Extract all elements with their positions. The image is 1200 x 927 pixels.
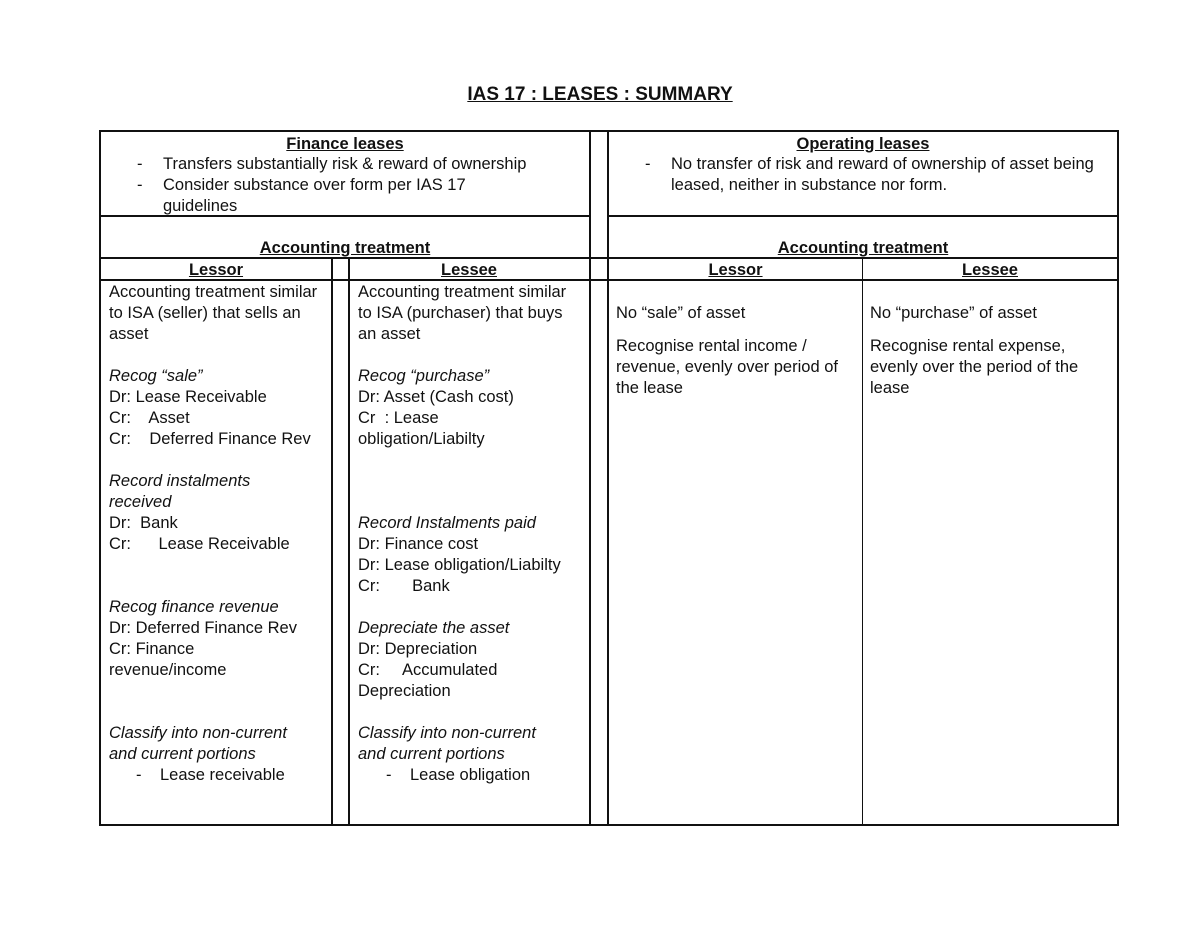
finance-lessor-heading: Lessor	[188, 261, 244, 279]
recog-sale-line-3: Cr: Deferred Finance Rev	[109, 430, 311, 448]
finance-col-sep-a	[331, 258, 333, 825]
lessor-classify-title: Classify into non-current and current portions	[109, 724, 287, 763]
finance-col-sep-b	[348, 258, 350, 825]
finance-leases-heading: Finance leases	[286, 135, 404, 153]
operating-lessor-heading: Lessor	[708, 261, 763, 279]
recog-sale-line-2: Cr: Asset	[109, 409, 190, 427]
operating-col-sep	[862, 258, 863, 825]
operating-accounting-heading: Accounting treatment	[777, 239, 949, 257]
record-instalments-paid-title: Record Instalments paid	[358, 514, 536, 532]
finance-leases-points	[137, 154, 577, 217]
instalments-paid-line-2: Dr: Lease obligation/Liabilty	[358, 556, 561, 574]
recog-purchase-title: Recog “purchase”	[358, 367, 490, 385]
record-instalments-received-title: Record instalments received	[109, 472, 251, 511]
separator-right	[607, 131, 609, 825]
depreciation-line-2: Cr: Accumulated Depreciation	[358, 661, 502, 700]
lessor-classify-item: - Lease receivable	[108, 765, 327, 786]
finance-revenue-line-1: Dr: Deferred Finance Rev	[109, 619, 297, 637]
operating-point-1: - No transfer of risk and reward of ownership of asset being leased, neither in substance nor form.	[645, 154, 1095, 196]
finance-lessee-heading: Lessee	[441, 261, 497, 279]
operating-lessee-line-1: No “purchase” of asset	[870, 304, 1037, 322]
lessee-classify-title: Classify into non-current and current portions	[358, 724, 536, 763]
rule-below-lease-types-right	[608, 215, 1118, 217]
separator-left	[589, 131, 591, 825]
lessee-classify-item: - Lease obligation	[358, 765, 586, 786]
instalments-received-line-1: Dr: Bank	[109, 514, 178, 532]
operating-lessor-line-1: No “sale” of asset	[616, 304, 746, 322]
instalments-paid-line-1: Dr: Finance cost	[358, 535, 479, 553]
finance-accounting-heading: Accounting treatment	[259, 239, 431, 257]
operating-leases-heading: Operating leases	[796, 135, 930, 153]
finance-point-2: - Consider substance over form per IAS 17 guidelines	[137, 175, 543, 217]
recog-purchase-line-2: Cr : Lease obligation/Liabilty	[358, 409, 485, 448]
finance-revenue-line-2: Cr: Finance revenue/income	[109, 640, 227, 679]
depreciation-line-1: Dr: Depreciation	[358, 640, 478, 658]
operating-lessee-line-2: Recognise rental expense, evenly over the period of the lease	[870, 337, 1079, 397]
recog-purchase-line-1: Dr: Asset (Cash cost)	[358, 388, 514, 406]
instalments-received-line-2: Cr: Lease Receivable	[109, 535, 290, 553]
finance-lessee-intro: Accounting treatment similar to ISA (purchaser) that buys an asset	[358, 283, 567, 343]
recog-sale-line-1: Dr: Lease Receivable	[109, 388, 267, 406]
operating-lessor-column	[616, 303, 851, 399]
operating-lessee-heading: Lessee	[962, 261, 1018, 279]
depreciate-asset-title: Depreciate the asset	[358, 619, 510, 637]
operating-lessor-line-2: Recognise rental income / revenue, evenly over period of the lease	[616, 337, 838, 397]
finance-point-1: - Transfers substantially risk & reward of ownership	[137, 154, 577, 175]
page-title: IAS 17 : LEASES : SUMMARY	[467, 84, 733, 105]
operating-lessee-column	[870, 303, 1108, 399]
finance-lessee-column	[358, 282, 586, 786]
recog-sale-title: Recog “sale”	[109, 367, 203, 385]
operating-leases-points	[645, 154, 1095, 196]
recog-finance-revenue-title: Recog finance revenue	[109, 598, 279, 616]
finance-lessor-column	[109, 282, 327, 786]
finance-lessor-intro: Accounting treatment similar to ISA (seller) that sells an asset	[109, 283, 318, 343]
instalments-paid-line-3: Cr: Bank	[358, 577, 450, 595]
